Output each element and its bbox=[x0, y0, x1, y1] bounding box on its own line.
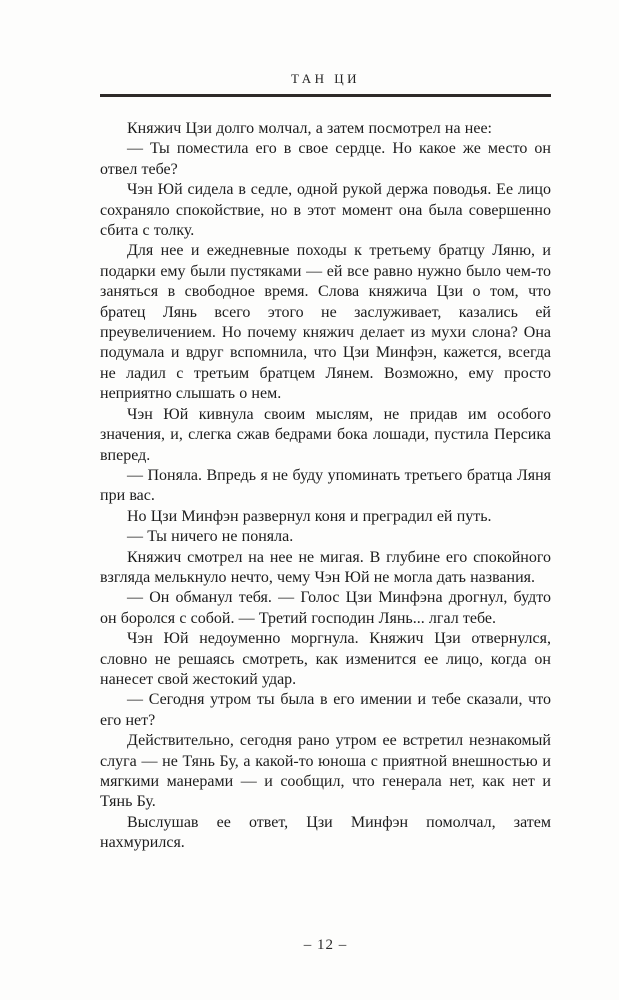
paragraph: — Ты ничего не поняла. bbox=[127, 528, 294, 546]
paragraph: Княжич смотрел на нее не мигая. В глубине его спокойного взгляда мелькнуло нечто, чему Чэн Юй не могла дать названия. bbox=[100, 548, 551, 586]
paragraph: Но Цзи Минфэн развернул коня и преградил ей путь. bbox=[127, 507, 492, 525]
running-header bbox=[100, 72, 551, 97]
paragraph: — Сегодня утром ты была в его имении и тебе сказали, что его нет? bbox=[100, 691, 551, 729]
header-rule bbox=[100, 94, 551, 97]
paragraph: Чэн Юй недоуменно моргнула. Княжич Цзи отвернулся, словно не решаясь смотреть, как изменится ее лицо, когда он нанесет свой жестокий удар. bbox=[100, 630, 551, 688]
paragraph: — Поняла. Впредь я не буду упоминать третьего братца Ляня при вас. bbox=[100, 466, 551, 505]
page-number: – 12 – bbox=[303, 937, 348, 953]
paragraph: — Он обманул тебя. — Голос Цзи Минфэна дрогнул, будто он боролся с собой. — Третий господин Лянь... лгал тебе. bbox=[100, 589, 551, 627]
paragraph: Для нее и ежедневные походы к третьему братцу Ляню, и подарки ему были пустяками — ей все равно нужно было чем-то заняться в свободное время. Слова княжича Цзи о том, что братец Лянь всего этого не заслуживает, казались ей преувеличением. Но почему княжич делает из мухи слона? Она подумала и вдруг вспомнила, что Цзи Минфэн, кажется, всегда не ладил с третьим братцем Лянем. Возможно, ему просто неприятно слышать о нем. bbox=[100, 242, 551, 403]
paragraph: Княжич Цзи долго молчал, а затем посмотрел на нее: bbox=[127, 120, 492, 137]
paragraph: Чэн Юй кивнула своим мыслям, не придав им особого значения, и, слегка сжав бедрами бока лошади, пустила Персика вперед. bbox=[100, 405, 551, 464]
paragraph: — Ты поместила его в свое сердце. Но какое же место он отвел тебе? bbox=[100, 140, 551, 178]
paragraph: Выслушав ее ответ, Цзи Минфэн помолчал, затем нахмурился. bbox=[100, 813, 551, 852]
paragraph: Чэн Юй сидела в седле, одной рукой держа поводья. Ее лицо сохраняло спокойствие, но в этот момент она была совершенно сбита с толку. bbox=[100, 181, 551, 240]
text-body bbox=[100, 119, 551, 854]
paragraph: Действительно, сегодня рано утром ее встретил незнакомый слуга — не Тянь Бу, а какой-то юноша с приятной внешностью и мягкими манерами — и сообщил, что генерала нет, как нет и Тянь Бу. bbox=[100, 732, 551, 811]
author-name: ТАН ЦИ bbox=[290, 71, 361, 86]
